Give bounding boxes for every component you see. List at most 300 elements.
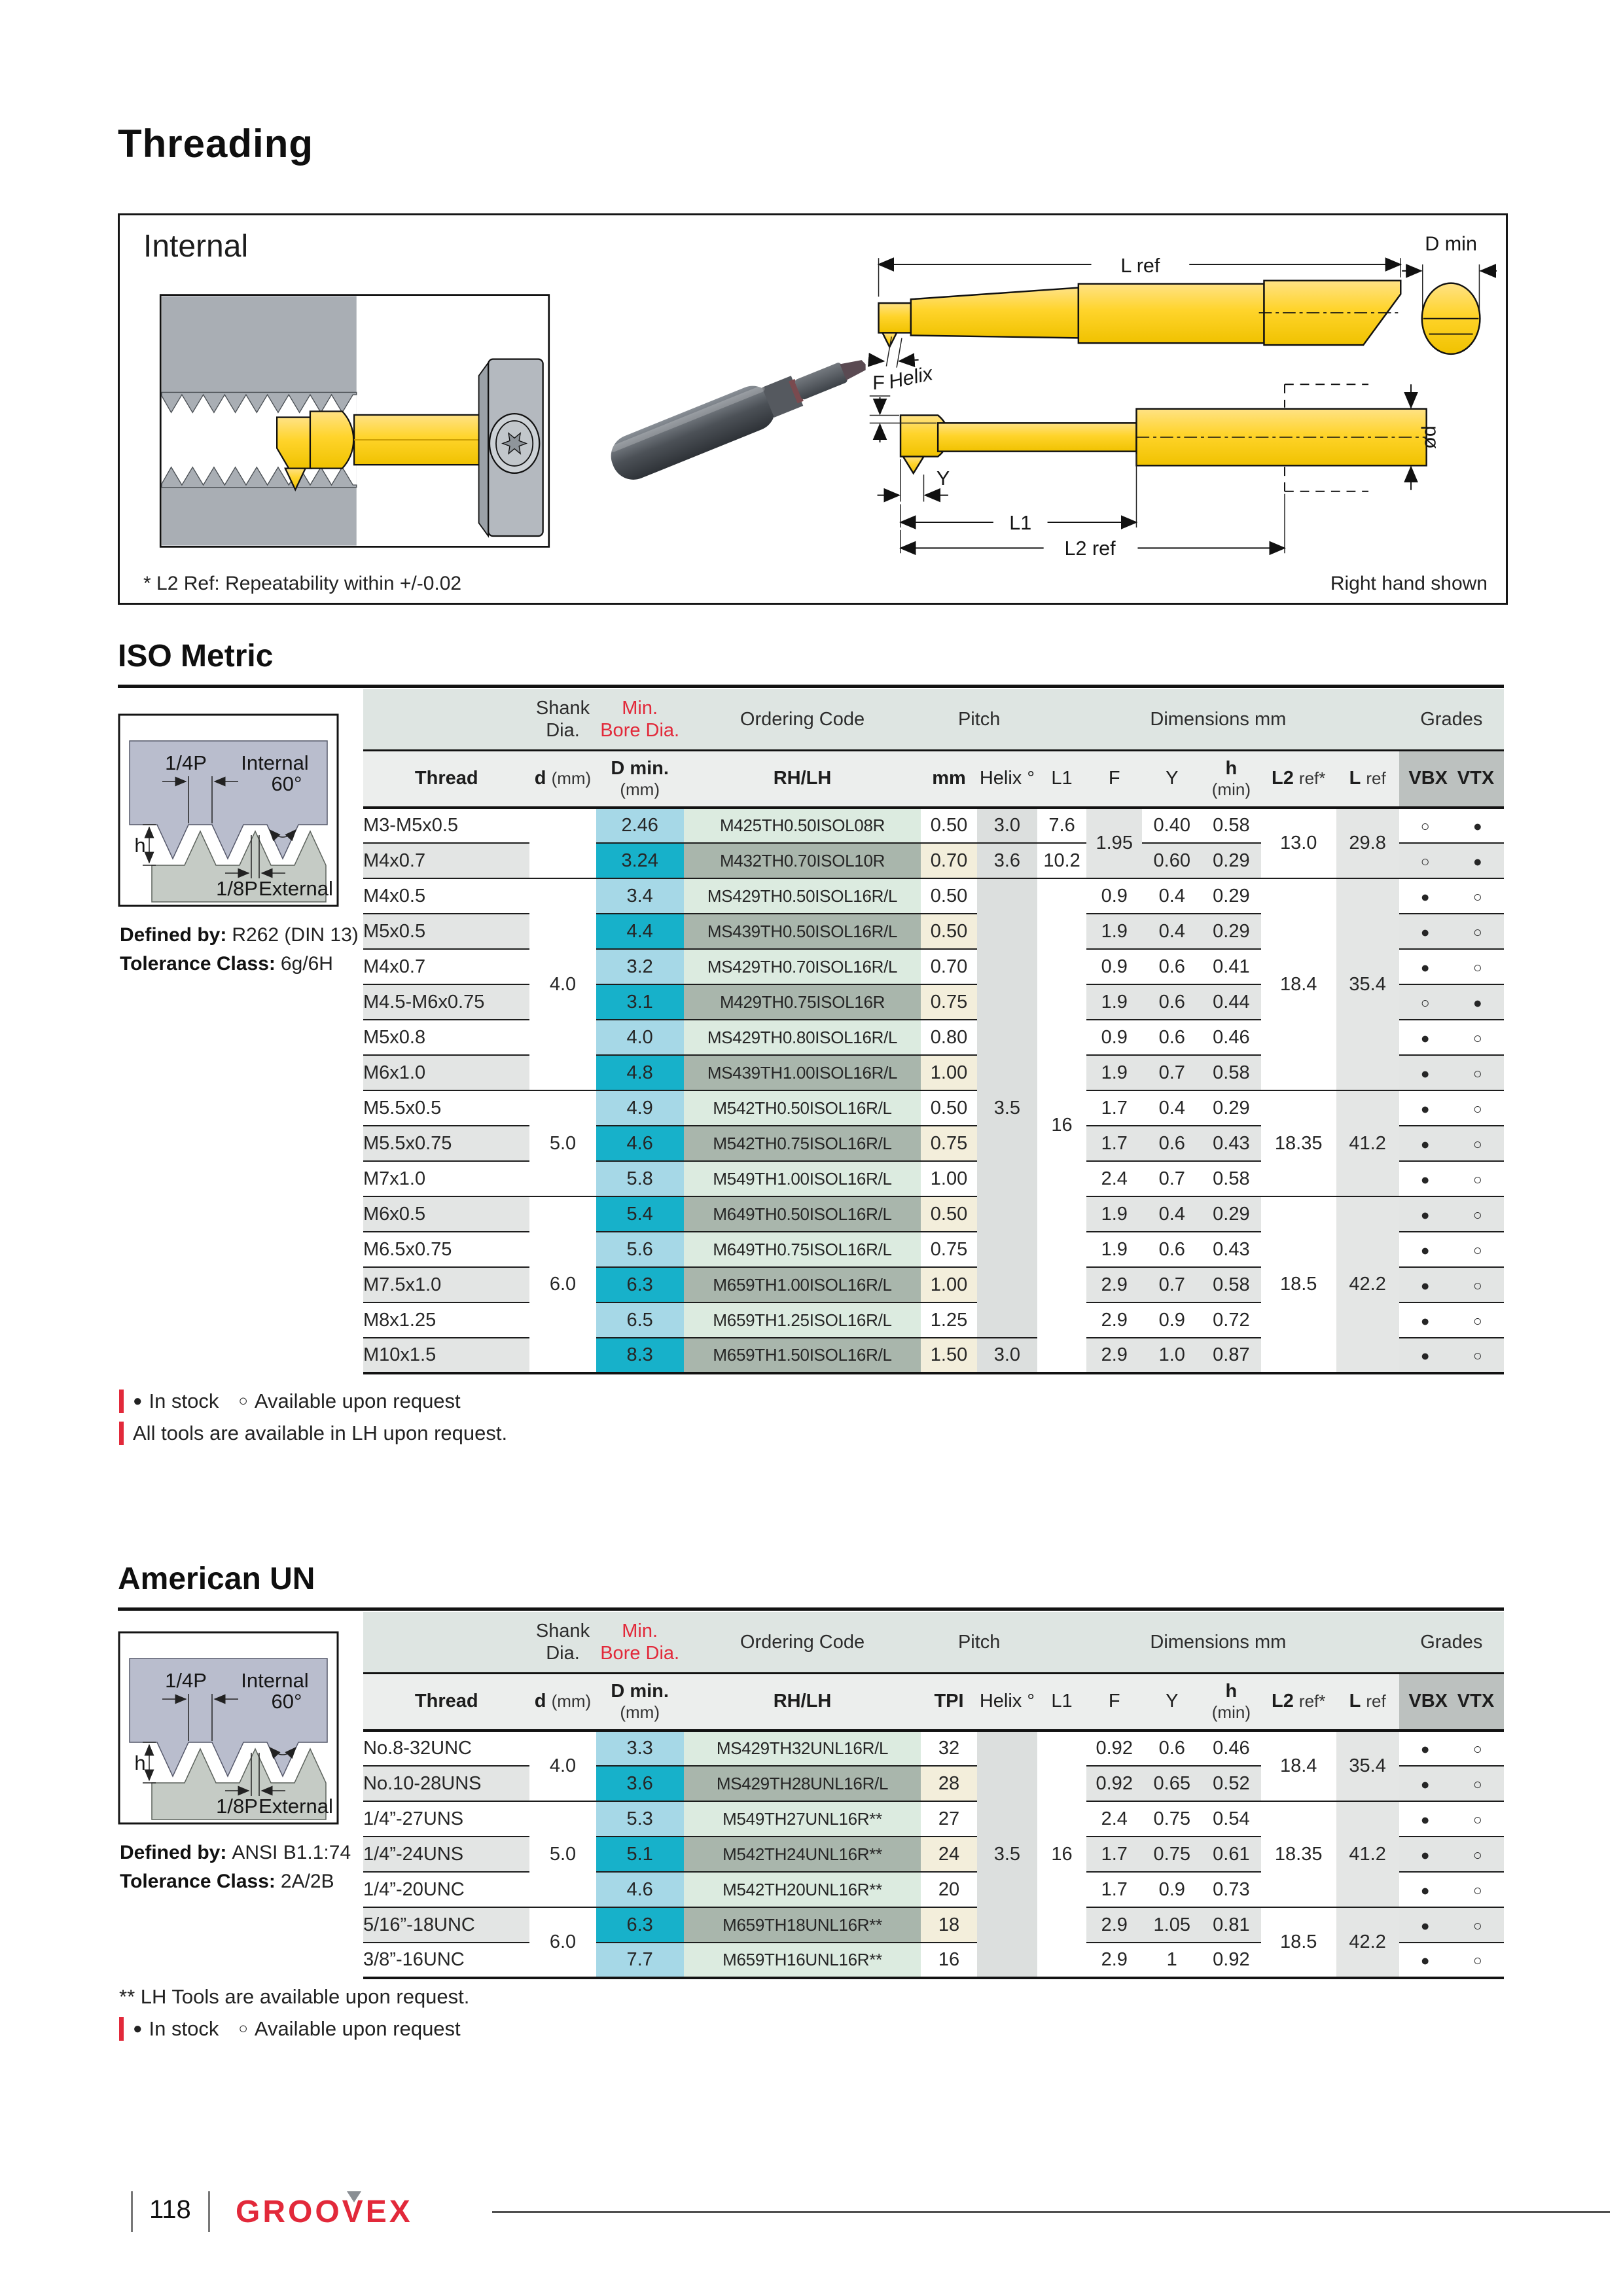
header-grades: Grades — [1399, 689, 1504, 751]
cell-f: 2.9 — [1086, 1907, 1142, 1943]
brand-logo — [236, 2194, 413, 2230]
cell-vtx: ○ — [1452, 1872, 1504, 1907]
cell-vtx: ○ — [1452, 1907, 1504, 1943]
cell-dmin: 3.2 — [596, 949, 684, 984]
cell-f: 1.7 — [1086, 1837, 1142, 1872]
cell-h: 0.58 — [1202, 1055, 1261, 1090]
page-footer — [131, 2186, 1623, 2238]
cell-y: 0.4 — [1142, 914, 1202, 949]
cell-h: 0.58 — [1202, 1267, 1261, 1302]
cell-code: M542TH20UNL16R** — [684, 1872, 921, 1907]
cell-vtx: ○ — [1452, 1766, 1504, 1801]
cell-pitch: 1.25 — [921, 1302, 976, 1338]
cell-h: 0.92 — [1202, 1943, 1261, 1978]
cell-f: 1.9 — [1086, 914, 1142, 949]
header-blank — [363, 1612, 529, 1674]
header-l1: L1 — [1037, 751, 1086, 808]
cell-code: MS429TH0.80ISOL16R/L — [684, 1020, 921, 1055]
header-ordering-code: Ordering Code — [684, 689, 921, 751]
footnote: ** LH Tools are available upon request. — [119, 1985, 470, 2008]
cell-y: 0.4 — [1142, 1196, 1202, 1232]
header-f: F — [1086, 1674, 1142, 1731]
cell-y: 0.6 — [1142, 1126, 1202, 1161]
header-h-min: h (min) — [1202, 1674, 1261, 1731]
table-row — [363, 1801, 1504, 1837]
cell-lref: 42.2 — [1336, 1907, 1399, 1978]
label-od: ød — [1418, 425, 1440, 449]
cell-dmin: 6.3 — [596, 1907, 684, 1943]
cell-code: M542TH0.75ISOL16R/L — [684, 1126, 921, 1161]
cell-vbx: ● — [1399, 1090, 1452, 1126]
cell-vtx: ○ — [1452, 1196, 1504, 1232]
header-helix: Helix ° — [977, 1674, 1037, 1731]
cell-pitch: 0.50 — [921, 1090, 976, 1126]
cell-y: 0.9 — [1142, 1302, 1202, 1338]
label-f: F — [872, 372, 885, 395]
cell-code: M549TH1.00ISOL16R/L — [684, 1161, 921, 1196]
cell-f: 0.92 — [1086, 1766, 1142, 1801]
cell-vtx: ○ — [1452, 1055, 1504, 1090]
clamp-face — [479, 363, 489, 536]
red-bar-icon — [119, 1422, 124, 1445]
thread-profile-iso — [118, 713, 339, 907]
header-dimensions: Dimensions mm — [1037, 1612, 1399, 1674]
cell-h: 0.41 — [1202, 949, 1261, 984]
cell-code: M659TH1.00ISOL16R/L — [684, 1267, 921, 1302]
cell-code: M659TH1.25ISOL16R/L — [684, 1302, 921, 1338]
cell-helix: 3.0 — [977, 808, 1037, 843]
label-l1: L1 — [1009, 511, 1032, 534]
cell-pitch: 1.50 — [921, 1338, 976, 1373]
cell-lref: 41.2 — [1336, 1090, 1399, 1196]
cell-h: 0.61 — [1202, 1837, 1261, 1872]
header-l1: L1 — [1037, 1674, 1086, 1731]
footnote: ● In stock ○ Available upon request — [119, 1389, 527, 1414]
label-y: Y — [936, 467, 950, 490]
cell-dmin: 3.6 — [596, 1766, 684, 1801]
cell-code: M549TH27UNL16R** — [684, 1801, 921, 1837]
un-footnotes — [119, 1984, 489, 2049]
cell-h: 0.43 — [1202, 1126, 1261, 1161]
label-l-ref: L ref — [1120, 254, 1160, 277]
cell-pitch: 0.75 — [921, 984, 976, 1020]
cell-code: M425TH0.50ISOL08R — [684, 808, 921, 843]
header-pitch-unit: TPI — [921, 1674, 976, 1731]
divider-line — [118, 1607, 1504, 1611]
cell-y: 0.6 — [1142, 1731, 1202, 1766]
cell-dmin: 5.6 — [596, 1232, 684, 1267]
cell-vbx: ● — [1399, 1766, 1452, 1801]
cell-y: 0.75 — [1142, 1837, 1202, 1872]
cell-vbx: ● — [1399, 878, 1452, 914]
cell-thread: 3/8”-16UNC — [363, 1943, 529, 1978]
cell-vbx: ● — [1399, 1302, 1452, 1338]
cell-l2: 18.4 — [1261, 878, 1336, 1090]
label-helix: Helix — [886, 362, 935, 393]
cell-f: 1.95 — [1086, 808, 1142, 878]
table-sub-header — [363, 1674, 1504, 1731]
header-y: Y — [1142, 1674, 1202, 1731]
red-bar-icon — [119, 2017, 124, 2041]
table-group-header — [363, 1612, 1504, 1674]
header-rh-lh: RH/LH — [684, 1674, 921, 1731]
cell-dmin: 4.0 — [596, 1020, 684, 1055]
cell-thread: M8x1.25 — [363, 1302, 529, 1338]
cell-vbx: ● — [1399, 1872, 1452, 1907]
cell-h: 0.44 — [1202, 984, 1261, 1020]
cell-lref: 42.2 — [1336, 1196, 1399, 1373]
cell-y: 1.0 — [1142, 1338, 1202, 1373]
cell-dmin: 8.3 — [596, 1338, 684, 1373]
cell-l1: 7.6 — [1037, 808, 1086, 843]
label-eighth-p: 1/8P — [216, 1795, 258, 1818]
cell-y: 0.7 — [1142, 1267, 1202, 1302]
cell-vbx: ○ — [1399, 843, 1452, 878]
cell-h: 0.58 — [1202, 1161, 1261, 1196]
table-sub-header — [363, 751, 1504, 808]
cell-vbx: ○ — [1399, 984, 1452, 1020]
cell-y: 0.6 — [1142, 1020, 1202, 1055]
header-min-bore-dia: Min. Bore Dia. — [596, 689, 684, 751]
label-external: External — [259, 877, 333, 900]
footer-line — [492, 2211, 1610, 2213]
header-l-ref: L ref — [1336, 751, 1399, 808]
header-pitch: Pitch — [921, 1612, 1037, 1674]
cell-thread: M6.5x0.75 — [363, 1232, 529, 1267]
brand-text: GROOVEX — [236, 2195, 413, 2229]
cell-thread: M6x0.5 — [363, 1196, 529, 1232]
cell-d: 5.0 — [529, 1090, 596, 1196]
cell-f: 2.4 — [1086, 1161, 1142, 1196]
cell-f: 0.9 — [1086, 878, 1142, 914]
label-angle: 60° — [271, 1690, 302, 1713]
cell-f: 1.7 — [1086, 1126, 1142, 1161]
cell-code: MS429TH32UNL16R/L — [684, 1731, 921, 1766]
cell-pitch: 24 — [921, 1837, 976, 1872]
iso-table — [363, 689, 1504, 1374]
cell-thread: 1/4”-20UNC — [363, 1872, 529, 1907]
cell-y: 0.40 — [1142, 808, 1202, 843]
cell-thread: M5x0.8 — [363, 1020, 529, 1055]
cell-f: 0.9 — [1086, 1020, 1142, 1055]
cell-vbx: ● — [1399, 1338, 1452, 1373]
label-quarter-p: 1/4P — [165, 1669, 207, 1692]
table-row — [363, 1907, 1504, 1943]
cell-y: 0.7 — [1142, 1161, 1202, 1196]
header-pitch: Pitch — [921, 689, 1037, 751]
cell-thread: M7.5x1.0 — [363, 1267, 529, 1302]
cell-thread: 1/4”-24UNS — [363, 1837, 529, 1872]
cell-f: 2.9 — [1086, 1302, 1142, 1338]
cell-helix: 3.5 — [977, 1731, 1037, 1978]
header-thread: Thread — [363, 751, 529, 808]
table-row — [363, 1196, 1504, 1232]
cell-vbx: ● — [1399, 1907, 1452, 1943]
cell-thread: M5.5x0.75 — [363, 1126, 529, 1161]
cell-vbx: ○ — [1399, 808, 1452, 843]
cell-thread: M4x0.5 — [363, 878, 529, 914]
cell-code: M659TH16UNL16R** — [684, 1943, 921, 1978]
label-internal: Internal — [241, 1669, 309, 1692]
cell-dmin: 5.4 — [596, 1196, 684, 1232]
cell-vtx: ● — [1452, 808, 1504, 843]
cell-h: 0.29 — [1202, 914, 1261, 949]
cell-lref: 35.4 — [1336, 878, 1399, 1090]
header-rh-lh: RH/LH — [684, 751, 921, 808]
cell-vtx: ● — [1452, 984, 1504, 1020]
cell-thread: M6x1.0 — [363, 1055, 529, 1090]
cell-vtx: ○ — [1452, 949, 1504, 984]
cell-y: 0.9 — [1142, 1872, 1202, 1907]
cell-lref: 29.8 — [1336, 808, 1399, 878]
cell-h: 0.43 — [1202, 1232, 1261, 1267]
label-eighth-p: 1/8P — [216, 877, 258, 900]
header-ordering-code: Ordering Code — [684, 1612, 921, 1674]
cell-f: 2.9 — [1086, 1943, 1142, 1978]
cell-thread: M4x0.7 — [363, 949, 529, 984]
cell-d: 4.0 — [529, 1731, 596, 1801]
cell-f: 2.9 — [1086, 1338, 1142, 1373]
cell-vtx: ○ — [1452, 1267, 1504, 1302]
cell-pitch: 1.00 — [921, 1267, 976, 1302]
header-l2-ref: L2 ref* — [1261, 751, 1336, 808]
cell-vbx: ● — [1399, 1161, 1452, 1196]
cell-vtx: ○ — [1452, 1161, 1504, 1196]
cell-y: 0.6 — [1142, 984, 1202, 1020]
legend-dot-icon: ● — [133, 1392, 143, 1410]
cell-dmin: 5.1 — [596, 1837, 684, 1872]
cell-thread: M4x0.7 — [363, 843, 529, 878]
cell-h: 0.58 — [1202, 808, 1261, 843]
label-h: h — [134, 834, 146, 857]
cell-dmin: 3.24 — [596, 843, 684, 878]
cell-thread: M4.5-M6x0.75 — [363, 984, 529, 1020]
cell-f: 2.4 — [1086, 1801, 1142, 1837]
cell-h: 0.87 — [1202, 1338, 1261, 1373]
cell-vbx: ● — [1399, 1020, 1452, 1055]
dimension-drawing — [859, 224, 1497, 565]
footer-divider — [208, 2191, 210, 2232]
cell-d — [529, 808, 596, 878]
cell-h: 0.29 — [1202, 1090, 1261, 1126]
cell-code: MS439TH0.50ISOL16R/L — [684, 914, 921, 949]
cell-code: M649TH0.75ISOL16R/L — [684, 1232, 921, 1267]
cell-dmin: 4.6 — [596, 1126, 684, 1161]
tool-side-view — [901, 409, 1427, 473]
un-heading: American UN — [118, 1562, 315, 1596]
footnote: ● In stock ○ Available upon request — [119, 2017, 489, 2041]
cell-helix: 3.0 — [977, 1338, 1037, 1373]
iso-defined-by: Defined by: R262 (DIN 13) — [120, 924, 359, 946]
table-row — [363, 878, 1504, 914]
cell-vbx: ● — [1399, 1731, 1452, 1766]
red-bar-icon — [119, 1390, 124, 1413]
divider-line — [118, 685, 1504, 688]
tool-head — [310, 411, 353, 468]
cell-thread: M3-M5x0.5 — [363, 808, 529, 843]
cell-y: 1.05 — [1142, 1907, 1202, 1943]
header-helix: Helix ° — [977, 751, 1037, 808]
cell-pitch: 18 — [921, 1907, 976, 1943]
cell-l2: 18.35 — [1261, 1090, 1336, 1196]
cell-vtx: ○ — [1452, 914, 1504, 949]
cell-vtx: ○ — [1452, 1232, 1504, 1267]
cell-code: M659TH18UNL16R** — [684, 1907, 921, 1943]
cell-vtx: ○ — [1452, 1090, 1504, 1126]
cell-code: MS429TH28UNL16R/L — [684, 1766, 921, 1801]
cell-thread: 1/4”-27UNS — [363, 1801, 529, 1837]
legend-dot-icon: ○ — [238, 1392, 248, 1410]
cell-vbx: ● — [1399, 1055, 1452, 1090]
cell-f: 1.9 — [1086, 1232, 1142, 1267]
cell-pitch: 0.70 — [921, 843, 976, 878]
cell-dmin: 4.8 — [596, 1055, 684, 1090]
cell-dmin: 5.8 — [596, 1161, 684, 1196]
header-l-ref: L ref — [1336, 1674, 1399, 1731]
cell-vbx: ● — [1399, 949, 1452, 984]
cell-dmin: 5.3 — [596, 1801, 684, 1837]
label-quarter-p: 1/4P — [165, 751, 207, 774]
cell-thread: M5x0.5 — [363, 914, 529, 949]
cell-vtx: ○ — [1452, 1943, 1504, 1978]
tool-photo — [582, 278, 889, 553]
cell-pitch: 0.80 — [921, 1020, 976, 1055]
cell-f: 1.9 — [1086, 1196, 1142, 1232]
cell-pitch: 0.75 — [921, 1232, 976, 1267]
cell-y: 0.4 — [1142, 878, 1202, 914]
cell-h: 0.73 — [1202, 1872, 1261, 1907]
cell-thread: M7x1.0 — [363, 1161, 529, 1196]
cell-f: 1.9 — [1086, 984, 1142, 1020]
header-l2-ref: L2 ref* — [1261, 1674, 1336, 1731]
cell-dmin: 3.4 — [596, 878, 684, 914]
cell-lref: 35.4 — [1336, 1731, 1399, 1801]
cell-dmin: 3.1 — [596, 984, 684, 1020]
cell-code: M659TH1.50ISOL16R/L — [684, 1338, 921, 1373]
label-angle: 60° — [271, 772, 302, 795]
cell-dmin: 4.4 — [596, 914, 684, 949]
cell-code: MS429TH0.50ISOL16R/L — [684, 878, 921, 914]
header-vbx-vtx: VBX VTX — [1399, 751, 1504, 808]
cell-code: M429TH0.75ISOL16R — [684, 984, 921, 1020]
internal-title: Internal — [143, 229, 249, 264]
cell-h: 0.54 — [1202, 1801, 1261, 1837]
cell-pitch: 0.75 — [921, 1126, 976, 1161]
cell-code: M542TH0.50ISOL16R/L — [684, 1090, 921, 1126]
label-d-min: D min — [1425, 232, 1477, 255]
cell-d: 5.0 — [529, 1801, 596, 1907]
cell-y: 0.6 — [1142, 1232, 1202, 1267]
cell-pitch: 1.00 — [921, 1161, 976, 1196]
cell-thread: No.10-28UNS — [363, 1766, 529, 1801]
header-blank — [363, 689, 529, 751]
header-f: F — [1086, 751, 1142, 808]
cell-vtx: ○ — [1452, 1837, 1504, 1872]
cell-l2: 18.35 — [1261, 1801, 1336, 1907]
cell-pitch: 32 — [921, 1731, 976, 1766]
cell-y: 0.6 — [1142, 949, 1202, 984]
cell-vtx: ○ — [1452, 1302, 1504, 1338]
tool-top-view — [879, 281, 1401, 347]
cell-y: 1 — [1142, 1943, 1202, 1978]
cell-code: M542TH24UNL16R** — [684, 1837, 921, 1872]
cell-h: 0.72 — [1202, 1302, 1261, 1338]
un-table — [363, 1612, 1504, 1979]
cell-code: M432TH0.70ISOL10R — [684, 843, 921, 878]
cell-l2: 18.4 — [1261, 1731, 1336, 1801]
cell-dmin: 4.9 — [596, 1090, 684, 1126]
cell-pitch: 20 — [921, 1872, 976, 1907]
cell-pitch: 0.70 — [921, 949, 976, 984]
page-number: 118 — [149, 2195, 191, 2224]
label-external: External — [259, 1795, 333, 1818]
hand-note: Right hand shown — [1330, 573, 1488, 594]
cell-thread: M5.5x0.5 — [363, 1090, 529, 1126]
cell-vbx: ● — [1399, 1232, 1452, 1267]
cell-h: 0.29 — [1202, 843, 1261, 878]
cell-f: 2.9 — [1086, 1267, 1142, 1302]
cell-f: 1.7 — [1086, 1872, 1142, 1907]
cell-helix: 3.5 — [977, 878, 1037, 1338]
cell-dmin: 6.3 — [596, 1267, 684, 1302]
cell-y: 0.7 — [1142, 1055, 1202, 1090]
footer-divider — [131, 2191, 133, 2232]
cross-section-figure — [138, 293, 571, 549]
header-dmin-mm: D min. (mm) — [596, 1674, 684, 1731]
cell-l2: 13.0 — [1261, 808, 1336, 878]
header-dmin-mm: D min. (mm) — [596, 751, 684, 808]
cell-h: 0.46 — [1202, 1731, 1261, 1766]
cell-l1: 16 — [1037, 878, 1086, 1373]
cell-y: 0.75 — [1142, 1801, 1202, 1837]
cell-d: 6.0 — [529, 1196, 596, 1373]
shank-cylinder — [605, 380, 782, 486]
header-min-bore-dia: Min. Bore Dia. — [596, 1612, 684, 1674]
cell-l2: 18.5 — [1261, 1196, 1336, 1373]
header-shank-dia: Shank Dia. — [529, 689, 596, 751]
cell-pitch: 0.50 — [921, 914, 976, 949]
iso-tolerance: Tolerance Class: 6g/6H — [120, 953, 333, 975]
cell-vtx: ○ — [1452, 878, 1504, 914]
cell-pitch: 16 — [921, 1943, 976, 1978]
cell-vbx: ● — [1399, 1801, 1452, 1837]
header-dimensions: Dimensions mm — [1037, 689, 1399, 751]
cell-h: 0.46 — [1202, 1020, 1261, 1055]
cell-vbx: ● — [1399, 1126, 1452, 1161]
cell-dmin: 3.3 — [596, 1731, 684, 1766]
cell-vtx: ○ — [1452, 1020, 1504, 1055]
cell-helix: 3.6 — [977, 843, 1037, 878]
iso-heading: ISO Metric — [118, 639, 274, 673]
cell-dmin: 6.5 — [596, 1302, 684, 1338]
table-row — [363, 1731, 1504, 1766]
cell-vbx: ● — [1399, 1943, 1452, 1978]
un-tolerance: Tolerance Class: 2A/2B — [120, 1871, 334, 1892]
cell-pitch: 27 — [921, 1801, 976, 1837]
legend-dot-icon: ○ — [238, 2020, 248, 2037]
cell-vtx: ○ — [1452, 1126, 1504, 1161]
iso-footnotes — [119, 1389, 527, 1453]
cell-pitch: 1.00 — [921, 1055, 976, 1090]
cell-pitch: 0.50 — [921, 808, 976, 843]
header-d-mm: d (mm) — [529, 1674, 596, 1731]
cell-h: 0.29 — [1202, 1196, 1261, 1232]
un-defined-by: Defined by: ANSI B1.1:74 — [120, 1842, 351, 1863]
header-h-min: h (min) — [1202, 751, 1261, 808]
cell-thread: M10x1.5 — [363, 1338, 529, 1373]
table-row — [363, 1090, 1504, 1126]
internal-panel — [118, 213, 1508, 605]
